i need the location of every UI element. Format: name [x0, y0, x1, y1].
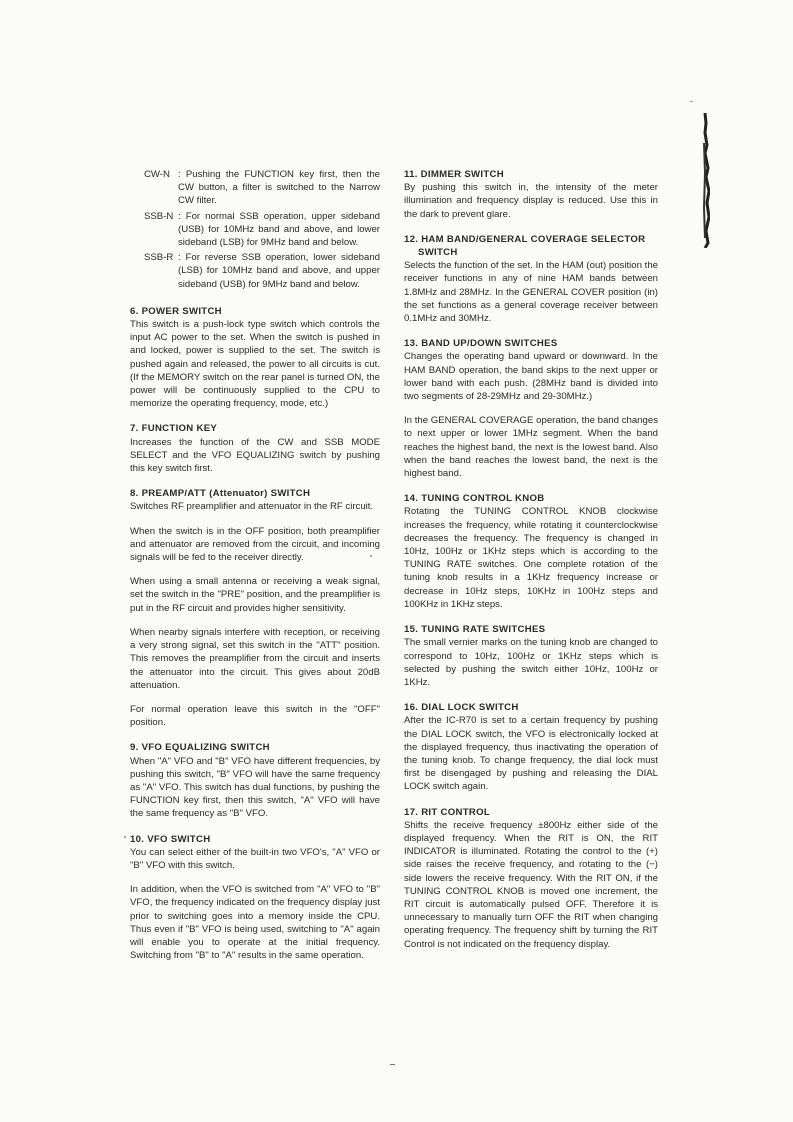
- footer-mark: [390, 1064, 395, 1065]
- section-title: 14. TUNING CONTROL KNOB: [404, 493, 545, 505]
- mode-key: SSB-R: [144, 252, 174, 264]
- paragraph: For normal operation leave this switch in the "OFF" position.: [130, 703, 380, 729]
- section-title: 15. TUNING RATE SWITCHES: [404, 624, 546, 636]
- left-column: [130, 168, 380, 962]
- mode-key: CW-N: [144, 169, 170, 180]
- section-title: 17. RIT CONTROL: [404, 806, 491, 818]
- mode-description: : For normal SSB operation, upper sideband (USB) for 10MHz band and above, and lower sideband (LSB) for 9MHz band and below.: [178, 210, 380, 249]
- paragraph: Rotating the TUNING CONTROL KNOB clockwise increases the frequency, while rotating it counterclockwise decreases the frequency. The frequency is changed in 10Hz, 100Hz or 1KHz steps which is according to the TUNING RATE switches. One complete rotation of the tuning knob results in a 1KHz frequency increase or decrease in 10Hz steps, 10KHz in 100Hz steps and 100KHz in 1KHz steps.: [404, 506, 658, 610]
- paragraph: This switch is a push-lock type switch which controls the input AC power to the set. When the switch is pushed in and locked, power is supplied to the set. The switch is pushed again and released, the power to all circuits is cut. (If the MEMORY switch on the rear panel is turned ON, the power will be continuously supplied to the CPU to memorize the operating frequency, mode, etc.): [130, 319, 380, 410]
- paragraph: You can select either of the built-in two VFO's, "A" VFO or "B" VFO with this switch.: [130, 846, 380, 871]
- paragraph: Increases the function of the CW and SSB MODE SELECT and the VFO EQUALIZING switch by pushing this key switch first.: [130, 436, 380, 475]
- paragraph: By pushing this switch in, the intensity of the meter illumination and frequency display is reduced. Use this in the dark to prevent glare.: [404, 182, 658, 220]
- right-column: [404, 168, 658, 951]
- paragraph: When using a small antenna or receiving a weak signal, set the switch in the "PRE" position, and the preamplifier is put in the RF circuit and provides higher sensitivity.: [130, 576, 380, 614]
- section-title: 9. VFO EQUALIZING SWITCH: [130, 742, 270, 754]
- section-title: 7. FUNCTION KEY: [130, 423, 218, 435]
- paragraph: Shifts the receive frequency ±800Hz either side of the displayed frequency. When the RIT is ON, the RIT INDICATOR is illuminated. Rotating the control to the (+) side raises the receive frequency, and rotating to the (−) side lowers the receive frequency. With the RIT ON, if the TUNING CONTROL KNOB is moved one increment, the RIT circuit is automatically pulsed OFF. Therefore it is unnecessary to manually turn OFF the RIT when changing operating frequency. The frequency shift by turning the RIT Control is not indicated on the frequency display.: [404, 819, 658, 950]
- paragraph: When nearby signals interfere with reception, or receiving a very strong signal, set this switch in the "ATT" position. This removes the preamplifier from the circuit and inserts the attenuator into the circuit. This gives about 20dB attenuation.: [130, 626, 380, 691]
- paragraph: Changes the operating band upward or downward. In the HAM BAND operation, the band skips to the next upper or lower band with each push. (28MHz band is divided into two segments of 28-29MHz and 29-30MHz.): [404, 351, 658, 403]
- mode-item: [144, 251, 380, 291]
- section-title: [404, 233, 658, 259]
- paragraph: When "A" VFO and "B" VFO have different frequencies, by pushing this switch, "B" VFO will have the same frequency as "A" VFO. This switch has dual functions, by pushing the FUNCTION key first, then this switch, "A" VFO will have the same frequency as "B" VFO.: [130, 755, 380, 820]
- margin-tick: [690, 101, 693, 102]
- section-title-line: 12. HAM BAND/GENERAL COVERAGE SELECTOR: [404, 233, 646, 245]
- section-title: 6. POWER SWITCH: [130, 305, 222, 317]
- paragraph: After the IC-R70 is set to a certain frequency by pushing the DIAL LOCK switch, the VFO is electronically locked at the displayed frequency, thus inactivating the operation of the tuning knob. To change frequency, the dial lock must first be disengaged by pushing and releasing the DIAL LOCK switch again.: [404, 715, 658, 793]
- section-title: 10. VFO SWITCH: [130, 833, 211, 845]
- paragraph: Selects the function of the set. In the HAM (out) position the receiver functions in any of nine HAM bands between 1.8MHz and 28MHz. In the GENERAL COVER position (in) the set functions as a general coverage receiver between 0.1MHz and 30MHz.: [404, 260, 658, 325]
- mode-key: SSB-N: [144, 210, 174, 222]
- paragraph: When the switch is in the OFF position, both preamplifier and attenuator are removed from the circuit, and incoming signals will be fed to the receiver directly.: [130, 525, 380, 564]
- mode-description: : Pushing the FUNCTION key first, then the CW button, a filter is switched to the Narrow CW filter.: [178, 169, 380, 207]
- binding-edge-mark: [700, 113, 710, 248]
- scan-speck: [124, 836, 126, 838]
- mode-description: : For reverse SSB operation, lower sideband (LSB) for 10MHz band and above, and upper sideband (USB) for 9MHz band and below.: [178, 252, 380, 290]
- section-title-line: SWITCH: [418, 247, 458, 259]
- paragraph: The small vernier marks on the tuning knob are changed to correspond to 10Hz, 100Hz or 1KHz steps which is selected by pushing the switch either 10Hz, 100Hz or 1KHz.: [404, 637, 658, 688]
- paragraph: In the GENERAL COVERAGE operation, the band changes to next upper or lower 1MHz segment. When the band reaches the highest band, the next is the lowest band. Also when the band reaches the lowest band, the next is the highest band.: [404, 415, 658, 480]
- paragraph: Switches RF preamplifier and attenuator in the RF circuit.: [130, 501, 374, 513]
- section-title: 8. PREAMP/ATT (Attenuator) SWITCH: [130, 488, 311, 500]
- section-title: 16. DIAL LOCK SWITCH: [404, 702, 519, 714]
- mode-item: [144, 168, 380, 208]
- paragraph: In addition, when the VFO is switched from "A" VFO to "B" VFO, the frequency indicated on the frequency display just prior to switching goes into a memory inside the CPU. Thus even if "B" VFO is being used, switching to "A" again will enable you to operate at the initial frequency. Switching from "B" to "A" results in the same operation.: [130, 884, 380, 962]
- mode-item: [144, 210, 380, 250]
- section-title: 11. DIMMER SWITCH: [404, 169, 504, 180]
- section-title: 13. BAND UP/DOWN SWITCHES: [404, 338, 558, 350]
